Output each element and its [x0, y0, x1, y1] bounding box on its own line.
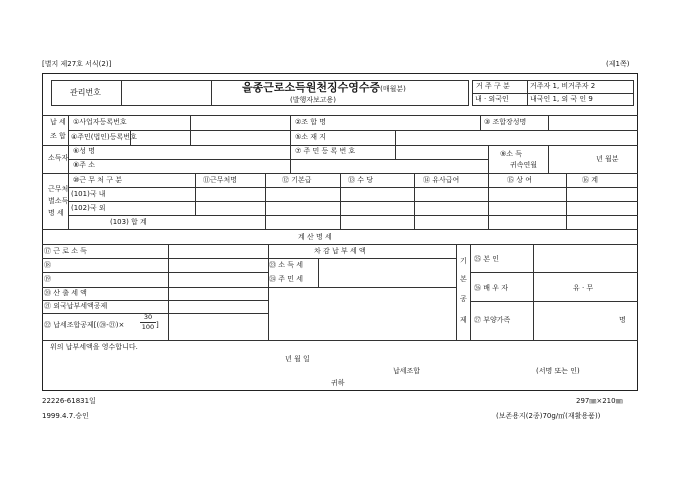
spouse-value[interactable]: 유 · 무: [573, 284, 594, 292]
earner-side-label: 소득자: [48, 154, 69, 162]
basic-deduction-char-4: 제: [460, 316, 467, 324]
residency-label: 거 주 구 분: [476, 82, 510, 90]
name-label: ⑥성 명: [73, 147, 96, 155]
nationality-label: 내 · 외국인: [475, 95, 509, 103]
management-number-field[interactable]: [122, 81, 210, 105]
earner-address-label: ⑧주 소: [73, 161, 96, 169]
page-subtitle: (발행자보고용): [290, 96, 337, 104]
line-18-label: ⑱: [44, 261, 51, 269]
computed-tax-label: ⑳ 산 출 세 액: [44, 289, 87, 297]
paper-spec: (보존용지(2종)70g/㎡(재활용품)): [496, 412, 601, 420]
earned-income-label: ⑰ 근 로 소 득: [44, 247, 87, 255]
col-bonus: ⑮ 상 여: [507, 176, 532, 184]
address-label: ⑤소 재 지: [295, 133, 327, 141]
page-label: (제1쪽): [606, 60, 630, 68]
work-side-label-3: 명 세: [48, 209, 64, 217]
col-work-name: ⑪근무처명: [203, 176, 238, 184]
col-allowance: ⑬ 수 당: [348, 176, 373, 184]
approval-date: 1999.4.7.승인: [42, 412, 89, 420]
union-deduction-label: ㉒ 납세조합공제[(⑳-㉑)×: [44, 321, 125, 329]
row-sum: (103) 합 계: [110, 218, 147, 226]
payer-side-label-2: 조 합: [50, 132, 66, 140]
row-foreign: (102)국 외: [71, 204, 106, 212]
dependents-label: ㉗ 부양가족: [474, 316, 511, 324]
management-number-label: 관리번호: [70, 88, 101, 97]
work-side-label-2: 별소득: [48, 197, 69, 205]
earner-address-field[interactable]: [191, 160, 487, 172]
self-label: ㉕ 본 인: [474, 255, 499, 263]
earner-resident-no-field[interactable]: [396, 146, 487, 158]
business-reg-no-label: ①사업자등록번호: [73, 118, 127, 126]
union-signature-label: 납세조합: [393, 367, 421, 375]
name-field[interactable]: [191, 146, 289, 158]
resident-reg-no-field[interactable]: [191, 131, 289, 144]
col-base-pay: ⑫ 기본급: [282, 176, 312, 184]
foreign-tax-credit-label: ㉑ 외국납부세액공제: [44, 302, 108, 310]
income-period-value: 년 월분: [596, 155, 619, 163]
receipt-statement: 위의 납부세액을 영수합니다.: [50, 343, 138, 351]
union-name-label: ②조 합 명: [295, 118, 327, 126]
work-side-label-1: 근무처: [48, 185, 69, 193]
business-reg-no-field[interactable]: [191, 116, 289, 129]
resident-reg-no-label: ④주민(법인)등록번호: [71, 133, 137, 141]
col-work-type: ⑩근 무 처 구 분: [73, 176, 122, 184]
union-head-label: ③ 조합장성명: [484, 118, 527, 126]
income-period-label: ⑨소 득: [500, 150, 523, 158]
row-domestic: (101)국 내: [71, 190, 106, 198]
earner-resident-no-label: ⑦ 주 민 등 록 번 호: [295, 147, 356, 155]
payer-side-label-1: 납 세: [50, 118, 66, 126]
income-tax-label: ㉓ 소 득 세: [269, 261, 303, 269]
union-deduction-bracket: ]: [156, 321, 159, 329]
income-period-sub-label: 귀속연월: [510, 161, 538, 169]
basic-deduction-char-3: 공: [460, 295, 467, 303]
dependents-unit: 명: [619, 316, 626, 324]
deducted-tax-title: 차 감 납 부 세 액: [314, 247, 366, 255]
nationality-value: 내국인 1, 외 국 인 9: [530, 95, 593, 103]
paper-size: 297㎜×210㎜: [576, 397, 623, 405]
col-total: ⑯ 계: [582, 176, 598, 184]
union-name-field[interactable]: [396, 116, 479, 129]
calc-title: 계 산 명 세: [298, 233, 332, 241]
form-code: 22226-61831일: [42, 397, 96, 405]
col-similar-pay: ⑭ 유사급여: [423, 176, 460, 184]
resident-tax-label: ㉔ 주 민 세: [269, 275, 303, 283]
recipient-suffix: 귀하: [331, 379, 345, 387]
union-deduction-fraction: 30 100: [141, 313, 155, 331]
form-reference: [별지 제27호 서식(2)]: [42, 60, 112, 68]
address-field[interactable]: [396, 131, 636, 144]
spouse-label: ㉖ 배 우 자: [474, 284, 508, 292]
basic-deduction-char-2: 본: [460, 275, 467, 283]
residency-value: 거주자 1, 비거주자 2: [530, 82, 596, 90]
basic-deduction-char-1: 기: [460, 257, 467, 265]
line-19-label: ⑲: [44, 275, 51, 283]
page-title: 을종근로소득원천징수영수증(매월분): [242, 81, 406, 94]
union-head-field[interactable]: [549, 116, 637, 129]
receipt-date: 년 월 일: [285, 355, 310, 363]
signature-note: (서명 또는 인): [536, 367, 580, 375]
